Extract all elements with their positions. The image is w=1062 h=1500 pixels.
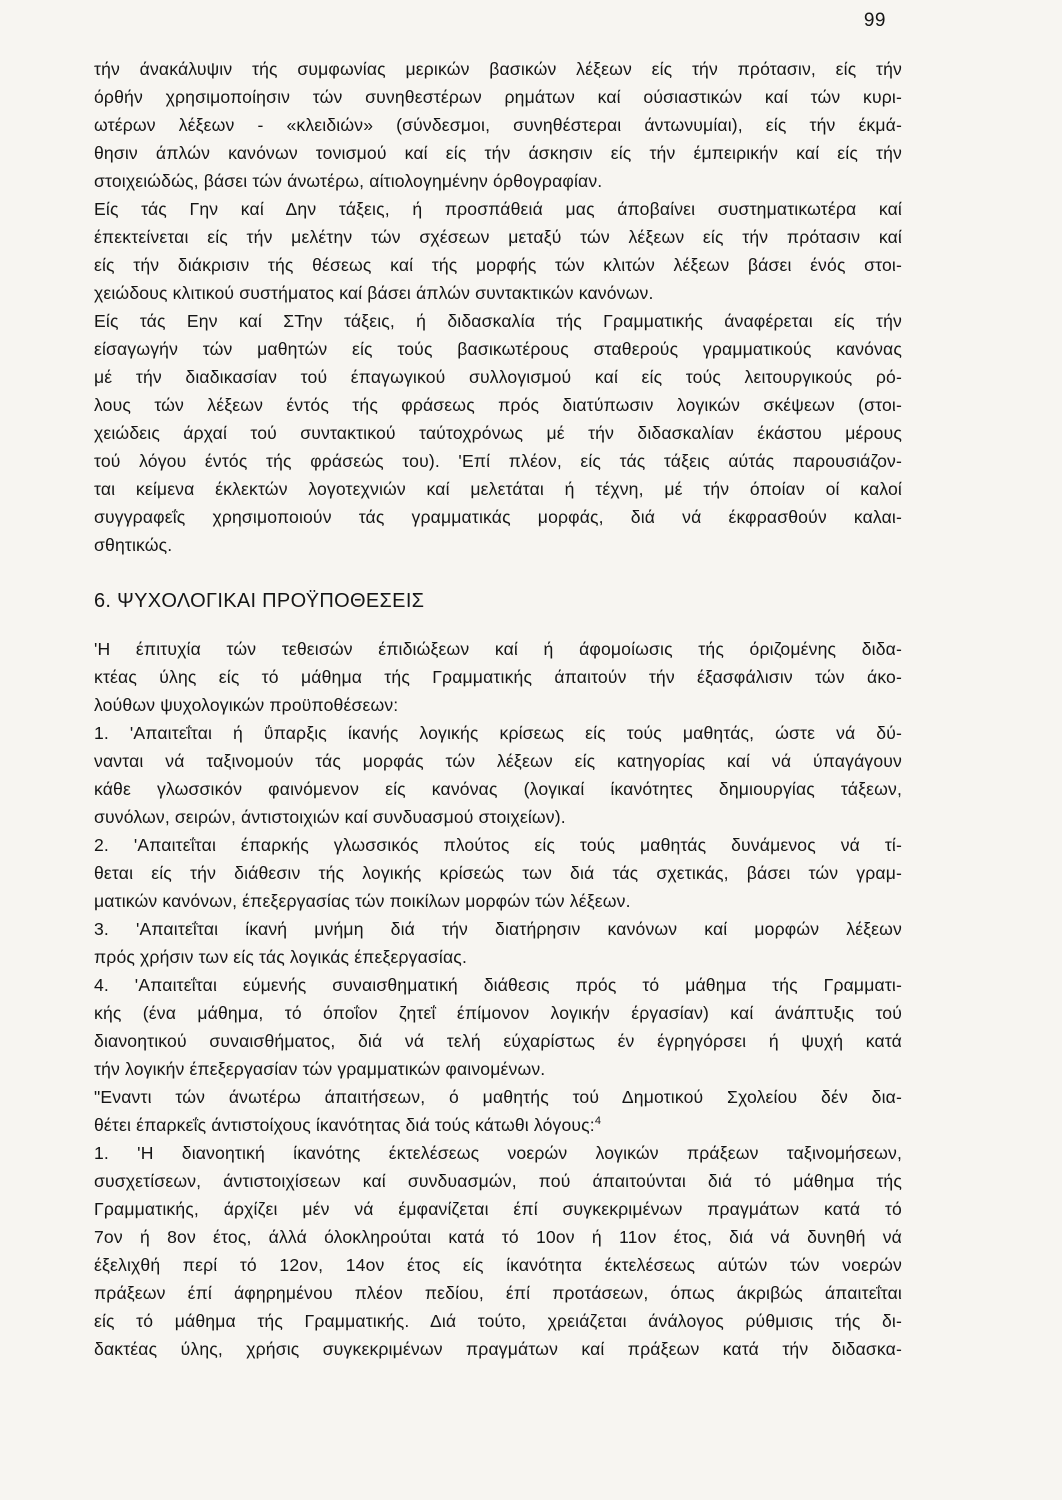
list-item-2 (94, 831, 902, 915)
text-line: κής (ένα μάθημα, τό όποΐον ζητεΐ έπίμονον λογικήν έργασίαν) καί άνάπτυξις τού (94, 1003, 902, 1023)
text-line: στοιχειώδώς, βάσει τών άνωτέρω, αίτιολογημένην όρθογραφίαν. (94, 171, 603, 191)
text-line: συνόλων, σειρών, άντιστοιχιών καί συνδυασμού στοιχείων). (94, 807, 566, 827)
text-line: τήν άνακάλυψιν τής συμφωνίας μερικών βασικών λέξεων είς τήν πρότασιν, είς τήν (94, 59, 902, 79)
paragraph-4 (94, 635, 902, 719)
text-line: Γραμματικής, άρχίζει μέν νά έμφανίζεται έπί συγκεκριμένων πραγμάτων κατά τό (94, 1199, 902, 1219)
list-item-4 (94, 971, 902, 1083)
text-line: "Εναντι τών άνωτέρω άπαιτήσεων, ό μαθητής τού Δημοτικού Σχολείου δέν δια- (94, 1087, 902, 1107)
paragraph-1 (94, 55, 902, 195)
text-line: 4. 'Απαιτεΐται εύμενής συναισθηματική διάθεσις πρός τό μάθημα τής Γραμματι- (94, 975, 902, 995)
text-line: είς τήν διάκρισιν τής θέσεως καί τής μορφής τών κλιτών λέξεων βάσει ένός στοι- (94, 255, 902, 275)
text-line: 2. 'Απαιτεΐται έπαρκής γλωσσικός πλούτος είς τούς μαθητάς δυνάμενος νά τί- (94, 835, 902, 855)
list-item-3 (94, 915, 902, 971)
paragraph-3 (94, 307, 902, 559)
footnote-reference: 4 (594, 1115, 602, 1128)
text-line: είς τό μάθημα τής Γραμματικής. Διά τούτο, χρειάζεται άνάλογος ρύθμισις τής δι- (94, 1311, 902, 1331)
paragraph-5 (94, 1083, 902, 1139)
text-line: διανοητικού συναισθήματος, διά νά τελή εύχαρίστως έν έγρηγόρσει ή ψυχή κατά (94, 1031, 902, 1051)
text-line: 1. 'Η διανοητική ίκανότης έκτελέσεως νοερών λογικών πράξεων ταξινομήσεων, (94, 1143, 902, 1163)
paragraph-2 (94, 195, 902, 307)
text-line: Είς τάς Εην καί ΣΤην τάξεις, ή διδασκαλία τής Γραμματικής άναφέρεται είς τήν (94, 311, 902, 331)
text-line: θεται είς τήν διάθεσιν τής λογικής κρίσεώς των διά τάς σχετικάς, βάσει τών γραμ- (94, 863, 902, 883)
text-line: σθητικώς. (94, 535, 173, 555)
text-line: τήν λογικήν έπεξεργασίαν τών γραμματικών φαινομένων. (94, 1059, 546, 1079)
text-line: μέ τήν διαδικασίαν τού έπαγωγικού συλλογισμού καί είς τούς λειτουργικούς ρό- (94, 367, 902, 387)
text-line: πράξεων έπί άφηρημένου πλέον πεδίου, έπί προτάσεων, όπως άκριβώς άπαιτεΐται (94, 1283, 902, 1303)
text-line: θησιν άπλών κανόνων τονισμού καί είς τήν άσκησιν είς τήν έμπειρικήν καί είς τήν (94, 143, 902, 163)
text-line: λους τών λέξεων έντός τής φράσεως πρός διατύπωσιν λογικών σκέψεων (στοι- (94, 395, 902, 415)
text-line: χειώδεις άρχαί τού συντακτικού ταύτοχρόνως μέ τήν διδασκαλίαν έκάστου μέρους (94, 423, 902, 443)
text-line: έπεκτείνεται είς τήν μελέτην τών σχέσεων μεταξύ τών λέξεων είς τήν πρότασιν καί (94, 227, 902, 247)
text-line: 'Η έπιτυχία τών τεθεισών έπιδιώξεων καί ή άφομοίωσις τής όριζομένης διδα- (94, 639, 902, 659)
text-line: χειώδους κλιτικού συστήματος καί βάσει άπλών συντακτικών κανόνων. (94, 283, 654, 303)
page-number: 99 (863, 10, 886, 31)
text-line: κτέας ύλης είς τό μάθημα τής Γραμματικής άπαιτούν τήν έξασφάλισιν τών άκο- (94, 667, 902, 687)
text-line: συγγραφεΐς χρησιμοποιούν τάς γραμματικάς μορφάς, διά νά έκφρασθούν καλαι- (94, 507, 902, 527)
text-line: τού λόγου έντός τής φράσεώς του). 'Επί πλέον, είς τάς τάξεις αύτάς παρουσιάζον- (94, 451, 902, 471)
text-line-content: Είς τάς Γην καί Δην τάξεις, ή προσπάθειά μας άποβαίνει συστηματικωτέρα καί (94, 199, 902, 219)
text-line: συσχετίσεων, άντιστοιχίσεων καί συνδυασμών, πού άπαιτούνται διά τό μάθημα τής (94, 1171, 902, 1191)
body-text (94, 55, 902, 1363)
text-line: ματικών κανόνων, έπεξεργασίας τών ποικίλων μορφών τών λέξεων. (94, 891, 631, 911)
list-item-5 (94, 1139, 902, 1363)
text-line: λούθων ψυχολογικών προϋποθέσεων: (94, 695, 399, 715)
text-line: ωτέρων λέξεων - «κλειδιών» (σύνδεσμοι, συνηθέστεραι άντωνυμίαι), είς τήν έκμά- (94, 115, 902, 135)
text-line: πρός χρήσιν των είς τάς λογικάς έπεξεργασίας. (94, 947, 467, 967)
text-line: είσαγωγήν τών μαθητών είς τούς βασικωτέρους σταθερούς γραμματικούς κανόνας (94, 339, 902, 359)
text-line: 3. 'Απαιτεΐται ίκανή μνήμη διά τήν διατήρησιν κανόνων καί μορφών λέξεων (94, 919, 902, 939)
text-line-content: θέτει έπαρκεΐς άντιστοίχους ίκανότητας διά τούς κάτωθι λόγους: (94, 1115, 595, 1135)
text-line: 1. 'Απαιτεΐται ή ΰπαρξις ίκανής λογικής κρίσεως είς τούς μαθητάς, ώστε νά δύ- (94, 723, 902, 743)
text-line (94, 1111, 902, 1139)
list-item-1 (94, 719, 902, 831)
text-line: δακτέας ύλης, χρήσις συγκεκριμένων πραγμάτων καί πράξεων κατά τήν διδασκα- (94, 1339, 902, 1359)
text-line: ται κείμενα έκλεκτών λογοτεχνιών καί μελετάται ή τέχνη, μέ τήν όποίαν οί καλοί (94, 479, 902, 499)
text-line (94, 195, 902, 223)
text-line: νανται νά ταξινομούν τάς μορφάς τών λέξεων είς κατηγορίας καί νά ύπαγάγουν (94, 751, 902, 771)
section-heading: 6. ΨΥΧΟΛΟΓΙΚΑΙ ΠΡΟΫΠΟΘΕΣΕΙΣ (94, 590, 425, 612)
text-line: 7ον ή 8ον έτος, άλλά όλοκληρούται κατά τό 10ον ή 11ον έτος, διά νά δυνηθή νά (94, 1227, 902, 1247)
text-line: κάθε γλωσσικόν φαινόμενον είς κανόνας (λογικαί ίκανότητες δημιουργίας τάξεων, (94, 779, 902, 799)
text-line: έξελιχθή περί τό 12ον, 14ον έτος είς ίκανότητα έκτελέσεως αύτών τών νοερών (94, 1255, 902, 1275)
text-line: όρθήν χρησιμοποίησιν τών συνηθεστέρων ρημάτων καί ούσιαστικών καί τών κυρι- (94, 87, 902, 107)
